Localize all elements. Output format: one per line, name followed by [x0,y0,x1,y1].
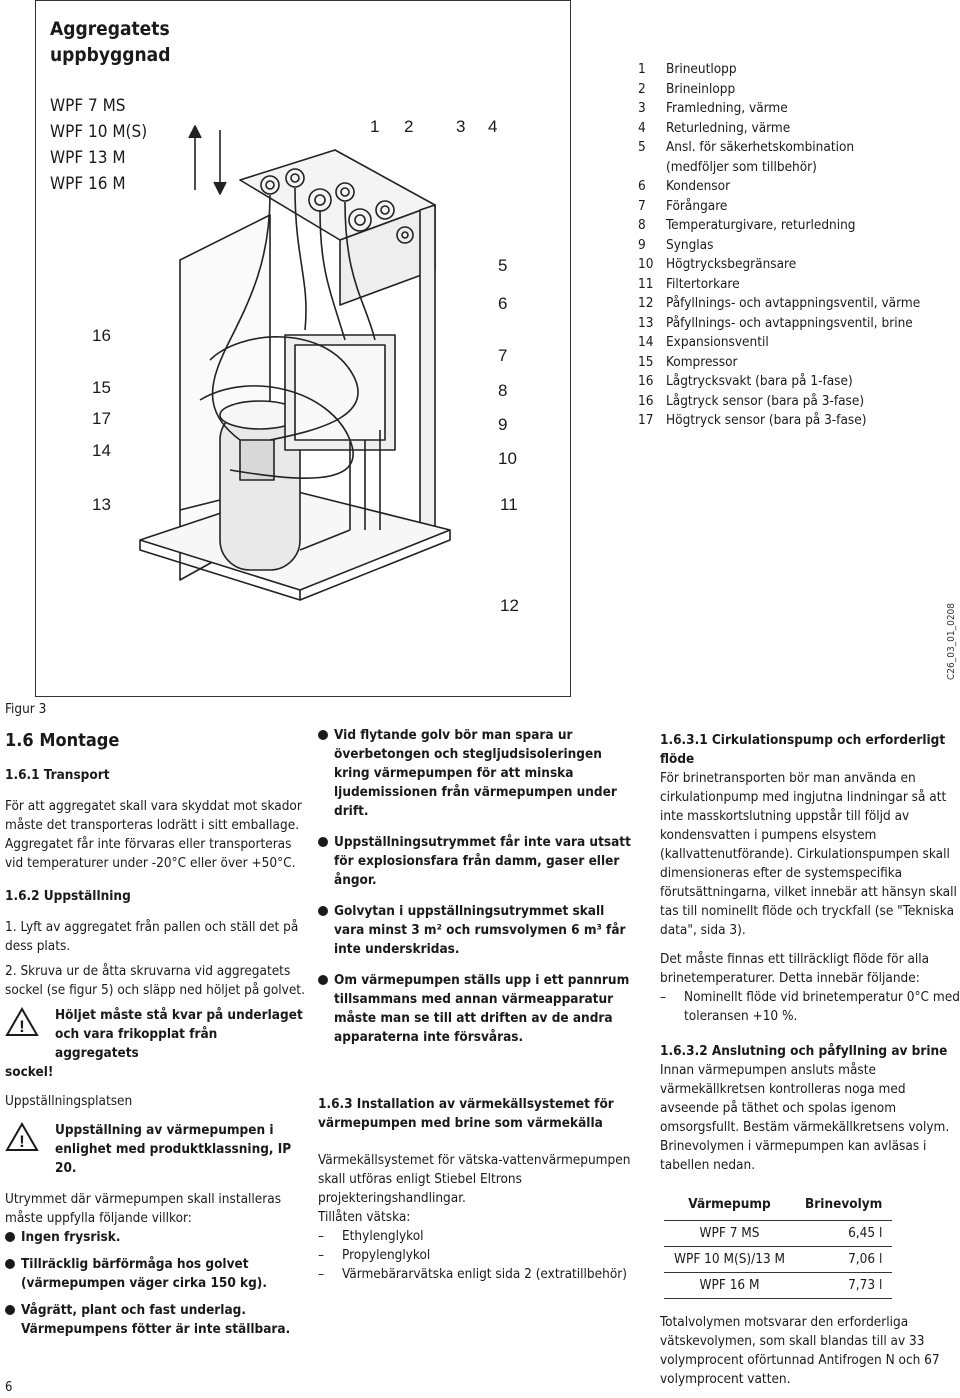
warning-box-1 [5,1006,305,1063]
warning-triangle-icon [5,1006,39,1038]
bullet-icon [318,906,328,916]
heading-platsen: Uppställningsplatsen [5,1093,133,1109]
brine-volume-table [664,1191,892,1299]
callout-12: 12 [500,596,519,615]
heat-pump-diagram [120,110,520,620]
paragraph-tillaten: Tillåten vätska: [318,1209,411,1225]
legend-item: 5 Ansl. för säkerhetskombination [638,139,855,155]
legend-item: 10 Högtrycksbegränsare [638,256,797,272]
page-number: 6 [5,1380,13,1395]
callout-1: 1 [370,117,380,136]
section-heading-montage: 1.6 Montage [5,730,120,751]
legend-item: 7 Förångare [638,197,728,214]
warning-box-2 [5,1121,305,1178]
bullet-icon [318,837,328,847]
figure-code: C26_03_01_0208 [946,602,957,680]
callout-4: 4 [488,117,498,136]
list-item: – Ethylenglykol [318,1228,424,1244]
list-item: – Nominellt flöde vid brinetemperatur 0°C med toleransen +10 %. [660,989,960,1024]
heading-transport: 1.6.1 Transport [5,767,110,783]
bullet-icon [318,975,328,985]
legend-item: 16 Lågtryck sensor (bara på 3-fase) [638,392,865,409]
paragraph-transport: För att aggregatet skall vara skyddat mot skador måste det transporteras lodrätt i sitt emballage. Aggregatet får inte förvaras eller transporteras vid temperaturer under -20°C eller över +50°C. [5,798,302,871]
legend-item: 17 Högtryck sensor (bara på 3-fase) [638,412,867,428]
callout-13: 13 [92,495,111,514]
figure-title-line: Aggregatets [50,18,170,40]
paragraph-utrymmet: Utrymmet där värmepumpen skall installeras måste uppfylla följande villkor: [5,1191,282,1226]
warning-text-1-end: sockel! [5,1064,54,1080]
callout-16: 16 [92,326,111,345]
model-item: WPF 16 M [50,174,126,194]
legend-item: 3 Framledning, värme [638,100,788,116]
callout-8: 8 [498,381,508,400]
list-item: Golvytan i uppställningsutrymmet skall vara minst 3 m² och rumsvolymen 6 m³ får inte underskridas. [318,902,638,959]
legend-item: 6 Kondensor [638,178,731,194]
warning-triangle-icon [5,1121,39,1153]
legend-item: 12 Påfyllnings- och avtappningsventil, värme [638,295,921,311]
column-middle [318,726,638,1284]
callout-15: 15 [92,378,111,397]
list-item: Tillräcklig bärförmåga hos golvet (värmepumpen väger cirka 150 kg). [5,1255,305,1293]
warning-text-2: Uppställning av värmepumpen i enlighet med produktklassning, IP 20. [55,1122,292,1176]
table-header: Brinevolym [795,1191,892,1221]
bullet-icon [5,1305,15,1315]
table-row: WPF 16 M 7,73 l [664,1273,892,1299]
callout-7: 7 [498,346,508,365]
heading-anslutning: 1.6.3.2 Anslutning och påfyllning av brine [660,1043,948,1059]
list-item: Uppställningsutrymmet får inte vara utsatt för explosionsfara från damm, gaser eller ångor. [318,833,638,890]
callout-5: 5 [498,256,508,275]
table-row: WPF 10 M(S)/13 M 7,06 l [664,1247,892,1273]
legend-item: 15 Kompressor [638,353,738,370]
heading-cirkulationspump: 1.6.3.1 Cirkulationspump och erforderligt flöde [660,732,946,767]
paragraph-anslutning: Innan värmepumpen ansluts måste värmekällkretsen kontrolleras noga med avseende på täthet och spolas igenom omsorgsfullt. Bestäm värmekällkretsens volym. Brinevolymen i värmepumpen kan avläsas i tabellen nedan. [660,1062,950,1173]
warning-text-1: Höljet måste stå kvar på underlaget och vara frikopplat från aggregatets [55,1007,303,1061]
callout-11: 11 [500,495,518,514]
callout-9: 9 [498,415,508,434]
figure-title [50,16,170,68]
bullet-icon [5,1259,15,1269]
list-item: – Propylenglykol [318,1247,431,1263]
legend-item: 9 Synglas [638,236,714,253]
callout-10: 10 [498,449,517,468]
table-row: WPF 7 MS 6,45 l [664,1221,892,1247]
table-header: Värmepump [664,1191,795,1221]
column-right [660,731,960,1389]
step-1: 1. Lyft av aggregatet från pallen och ställ det på dess plats. [5,919,299,954]
step-2: 2. Skruva ur de åtta skruvarna vid aggregatets sockel (se figur 5) och släpp ned höljet på golvet. [5,963,305,998]
callout-17: 17 [92,409,111,428]
legend-item: 8 Temperaturgivare, returledning [638,217,856,233]
paragraph-flode: Det måste finnas ett tillräckligt flöde för alla brinetemperaturer. Detta innebär följande: [660,951,930,986]
svg-text:!: ! [19,1017,25,1036]
figure-title-line: uppbyggnad [50,44,171,66]
paragraph-installation: Värmekällsystemet för vätska-vattenvärmepumpen skall utföras enligt Stiebel Eltrons projekteringshandlingar. [318,1152,631,1206]
callout-14: 14 [92,441,111,460]
heading-uppstallning: 1.6.2 Uppställning [5,888,131,904]
legend-item: 13 Påfyllnings- och avtappningsventil, brine [638,314,913,331]
heading-installation: 1.6.3 Installation av värmekällsystemet för värmepumpen med brine som värmekälla [318,1096,614,1131]
legend-item: 14 Expansionsventil [638,334,769,350]
callout-3: 3 [456,117,466,136]
bullet-icon [5,1232,15,1242]
model-item: WPF 10 M(S) [50,122,148,142]
legend-item: (medföljer som tillbehör) [666,158,817,175]
list-item: Vågrätt, plant och fast underlag. Värmepumpens fötter är inte ställbara. [5,1301,305,1339]
model-item: WPF 13 M [50,148,126,168]
legend-item: 16 Lågtrycksvakt (bara på 1-fase) [638,373,853,389]
list-item: Vid flytande golv bör man spara ur överbetongen och stegljudsisoleringen kring värmepumpen för att minska ljudemissionen från värmepumpen under drift. [318,726,638,821]
list-item: Ingen frysrisk. [5,1228,305,1247]
list-item: Om värmepumpen ställs upp i ett pannrum tillsammans med annan värmeapparatur måste man se till att driften av de andra apparaterna inte försvåras. [318,971,638,1047]
callout-2: 2 [404,117,414,136]
paragraph-cirkulationspump: För brinetransporten bör man använda en cirkulationpump med ingjutna lindningar så att inte masskortslutning uppstår till följd av kondensvatten i pumpens elsystem (kallvattenutförande). Cirkulationspumpen skall dimensioneras efter de systemspecifika förutsättningarna, vilket innebär att hänsyn skall tas till nominellt flöde och tryckfall (se "Tekniska data", sida 3). [660,770,957,938]
legend-item: 4 Returledning, värme [638,119,791,136]
legend-item: 11 Filtertorkare [638,275,740,292]
legend-item: 2 Brineinlopp [638,80,736,97]
callout-6: 6 [498,294,508,313]
svg-text:!: ! [19,1132,25,1151]
figure-legend [638,60,920,431]
bullet-icon [318,730,328,740]
figure-caption: Figur 3 [5,701,47,717]
model-item: WPF 7 MS [50,96,126,116]
paragraph-totalvolym: Totalvolymen motsvarar den erforderliga vätskevolymen, som skall blandas till av 33 volymprocent oförtunnad Antifrogen N och 67 volymprocent vatten. [660,1314,940,1387]
list-item: – Värmebärarvätska enligt sida 2 (extratillbehör) [318,1266,627,1282]
legend-item: 1 Brineutlopp [638,61,737,77]
column-left [5,700,305,1339]
